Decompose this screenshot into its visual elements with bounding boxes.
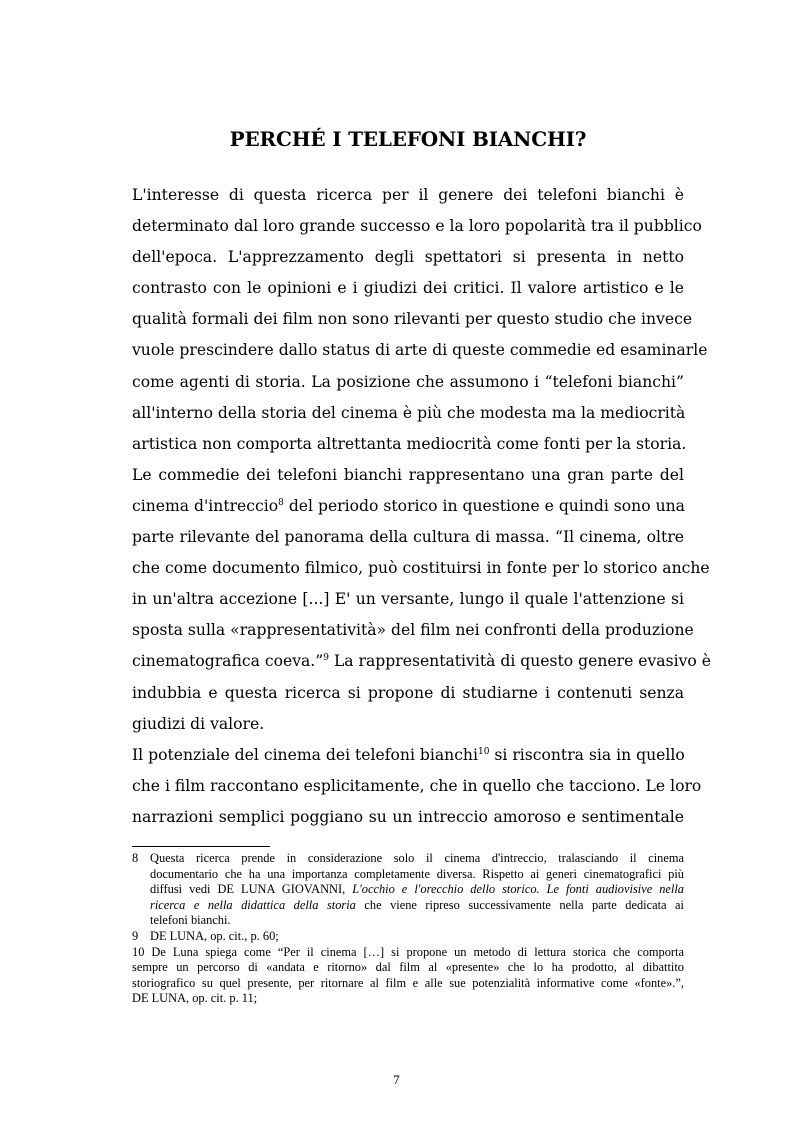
text-segment: La rappresentatività di questo genere evasivo è (328, 652, 711, 671)
footnote-line: storiografico su quel presente, per ritornare al film e alle sue potenzialità informative come «fonte».”, (132, 975, 684, 990)
footnote-ref-10[interactable]: 10 (477, 746, 490, 757)
text-line: parte rilevante del panorama della cultura di massa. “Il cinema, oltre (132, 528, 684, 547)
text-line: che come documento filmico, può costituirsi in fonte per lo storico anche (132, 559, 710, 578)
text-segment: Il potenziale del cinema dei telefoni bianchi (132, 745, 478, 764)
text-line (132, 646, 711, 677)
footnote-line: 10 De Luna spiega come “Per il cinema […] si propone un metodo di lettura storica che comporta (132, 944, 684, 959)
text-line (132, 491, 684, 522)
text-line: determinato dal loro grande successo e la loro popolarità tra il pubblico (132, 217, 702, 236)
text-line: all'interno della storia del cinema è più che modesta ma la mediocrità (132, 403, 686, 422)
text-line (132, 740, 684, 771)
text-line: indubbia e questa ricerca si propone di studiarne i contenuti senza (132, 683, 684, 702)
body-text (132, 180, 711, 833)
text-segment: cinema d'intreccio (132, 496, 279, 515)
text-segment: del periodo storico in questione e quindi sono una (283, 496, 685, 515)
text-line: Le commedie dei telefoni bianchi rappresentano una gran parte del (132, 465, 684, 484)
text-line: L'interesse di questa ricerca per il genere dei telefoni bianchi è (132, 186, 684, 204)
text-line: vuole prescindere dallo status di arte di queste commedie ed esaminarle (132, 341, 708, 360)
text-line: narrazioni semplici poggiano su un intreccio amoroso e sentimentale (132, 807, 684, 826)
text-line: artistica non comporta altrettanta mediocrità come fonti per la storia. (132, 434, 687, 453)
footnote-ref-9[interactable]: 9 (323, 653, 329, 664)
text-line: giudizi di valore. (132, 714, 265, 733)
footnote-line: sempre un percorso di «andata e ritorno» dal film al «presente» che lo ha prodotto, al dibattito (132, 960, 684, 975)
text-line: che i film raccontano esplicitamente, che in quello che tacciono. Le loro (132, 776, 702, 795)
footnote-text (150, 851, 684, 929)
text-line: contrasto con le opinioni e i giudizi dei critici. Il valore artistico e le (132, 279, 684, 298)
page-number: 7 (393, 1072, 400, 1087)
footnote-10 (132, 945, 684, 1007)
footnote-line: telefoni bianchi. (150, 913, 231, 928)
book-title: L'occhio e l'orecchio dello storico. Le fonti audiovisive nella (352, 882, 684, 897)
text-line: qualità formali dei film non sono rilevanti per questo studio che invece (132, 310, 693, 329)
footnote-text: DE LUNA, op. cit., p. 60; (150, 928, 279, 943)
footnote-line (150, 882, 684, 898)
text-segment: che viene ripreso successivamente nella parte dedicata ai (355, 897, 684, 912)
footnotes (132, 851, 684, 1007)
book-title: ricerca e nella didattica della storia (150, 897, 356, 912)
footnote-ref-8[interactable]: 8 (278, 498, 284, 509)
text-line: in un'altra accezione [...] E' un versante, lungo il quale l'attenzione si (132, 590, 684, 609)
footnote-line: DE LUNA, op. cit. p. 11; (132, 991, 258, 1006)
footnote-line: documentario che ha una importanza completamente diversa. Rispetto ai generi cinematografici più (150, 866, 684, 881)
footnote-line (150, 898, 684, 914)
footnote-number: 9 (132, 928, 139, 943)
text-line: sposta sulla «rappresentatività» del film nei confronti della produzione (132, 621, 694, 640)
footnote-number: 8 (132, 851, 139, 865)
text-segment: si riscontra sia in quello (489, 745, 685, 764)
text-segment: cinematografica coeva.” (132, 652, 324, 671)
footnote-9 (132, 929, 684, 945)
footnote-separator (132, 846, 270, 847)
page-title: PERCHÉ I TELEFONI BIANCHI? (229, 127, 587, 152)
text-line: come agenti di storia. La posizione che assumono i “telefoni bianchi” (132, 372, 684, 391)
footnote-8 (132, 851, 684, 929)
footnote-line: Questa ricerca prende in considerazione solo il cinema d'intreccio, tralasciando il cinema (150, 851, 684, 865)
text-segment: diffusi vedi DE LUNA GIOVANNI, (150, 882, 353, 897)
text-line: dell'epoca. L'apprezzamento degli spettatori si presenta in netto (132, 248, 684, 267)
